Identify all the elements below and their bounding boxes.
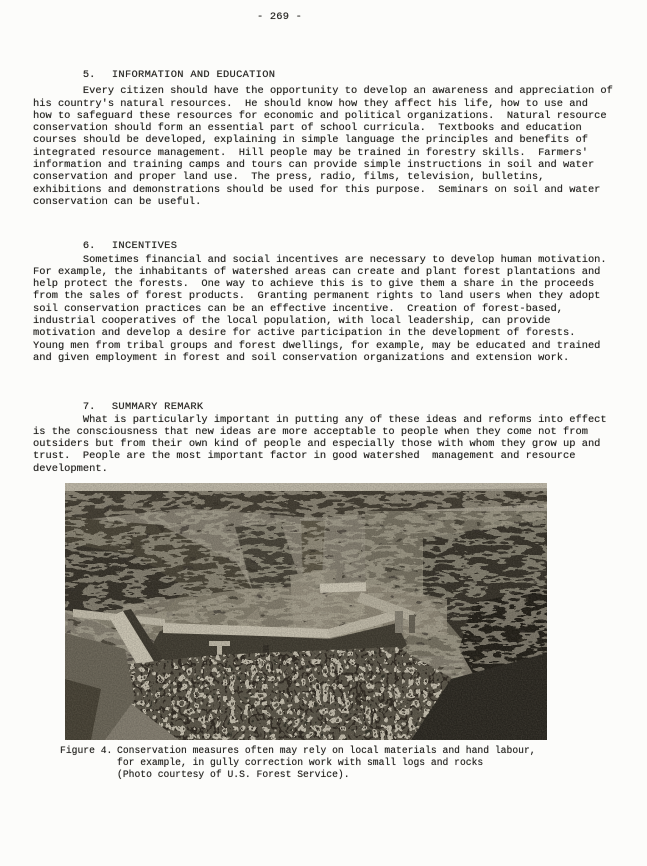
text-line: conservation should form an essential part of school curricula. Textbooks and education (33, 122, 582, 135)
text-line: Young men from tribal groups and forest dwellings, for example, may be educated and trained (33, 339, 601, 352)
text-line: help protect the forests. One way to achieve this is to give them a share in the proceeds (33, 278, 595, 291)
gully-check-dam-photo (65, 483, 547, 740)
section-incentives (33, 227, 618, 364)
text-line: What is particularly important in putting any of these ideas and reforms into effect (33, 413, 607, 426)
section-number: 7. (82, 400, 96, 413)
text-line: outsiders but from their own kind of people and especially those with whom they grow up and (33, 438, 601, 451)
text-line: his country's natural resources. He should know how they affect his life, how to use and (33, 97, 588, 110)
figure-4 (60, 483, 618, 781)
text-line: exhibitions and demonstrations should be used for this purpose. Seminars on soil and water (33, 183, 601, 196)
text-line: For example, the inhabitants of watershed areas can create and plant forest plantations and (33, 265, 601, 278)
text-line: and given employment in forest and soil conservation organizations and extension work. (33, 351, 570, 364)
section-body (33, 254, 618, 365)
text-line: integrated resource management. Hill people may be trained in forestry skills. Farmers' (33, 146, 588, 159)
section-title: SUMMARY REMARK (111, 400, 204, 413)
section-body (33, 85, 618, 208)
text-line: industrial cooperatives of the local population, with local leadership, can provide (33, 315, 551, 328)
text-line: Conservation measures often may rely on local materials and hand labour, (117, 745, 536, 757)
section-number: 5. (82, 69, 96, 82)
text-line: Every citizen should have the opportunity to develop an awareness and appreciation of (33, 85, 613, 98)
text-line: trust. People are the most important factor in good watershed management and resource (33, 450, 576, 463)
section-heading (33, 57, 618, 82)
photo-scene (65, 483, 547, 740)
text-line: soil conservation practices can be an effective incentive. Creation of forest-based, (33, 302, 564, 315)
section-title: INCENTIVES (111, 239, 178, 252)
page-number: - 269 - (257, 11, 303, 23)
photo-grain-light (65, 483, 547, 740)
section-information-and-education (33, 57, 618, 208)
text-line: for example, in gully correction work with small logs and rocks (117, 757, 484, 769)
text-line: motivation and develop a desire for active participation in the development of forests. (33, 327, 576, 340)
section-number: 6. (82, 239, 96, 252)
text-line: how to safeguard these resources for economic and political organizations. Natural resource (33, 109, 607, 122)
text-line: information and training camps and tours can provide simple instructions in soil and water (33, 159, 595, 172)
text-line: courses should be developed, explaining in simple language the principles and benefits of (33, 134, 588, 147)
figure-caption-text (117, 745, 536, 781)
section-heading (33, 227, 618, 252)
figure-caption (60, 745, 618, 781)
page-content (33, 57, 618, 781)
text-line: from the sales of forest products. Granting permanent rights to land users when they adopt (33, 290, 601, 303)
text-line: development. (33, 462, 108, 475)
text-line: Sometimes financial and social incentives are necessary to develop human motivation. (33, 253, 607, 266)
figure-label: Figure 4. (60, 745, 113, 757)
section-title: INFORMATION AND EDUCATION (111, 69, 276, 82)
section-body (33, 414, 618, 475)
text-line: (Photo courtesy of U.S. Forest Service). (117, 769, 350, 781)
text-line: conservation and proper land use. The press, radio, films, television, bulletins, (33, 171, 545, 184)
section-heading (33, 388, 618, 413)
text-line: conservation can be useful. (33, 195, 202, 208)
text-line: is the consciousness that new ideas are more acceptable to people when they come not from (33, 425, 588, 438)
section-summary-remark (33, 388, 618, 475)
